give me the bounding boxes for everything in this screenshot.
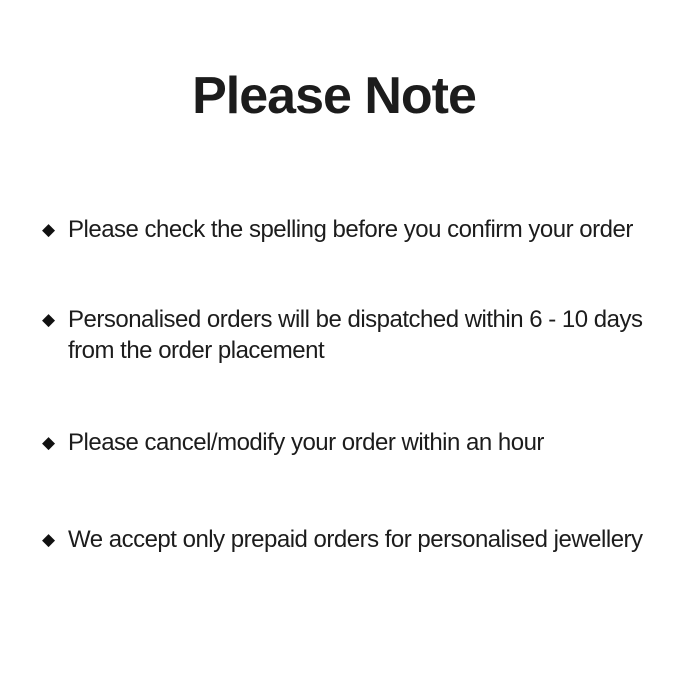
bullet-text — [68, 524, 643, 555]
diamond-bullet-icon: ◆ — [42, 433, 56, 452]
bullet-text — [68, 304, 643, 366]
bullet-line: Please check the spelling before you confirm your order — [68, 216, 633, 243]
bullet-line: from the order placement — [68, 337, 325, 364]
list-item — [42, 524, 643, 555]
bullet-line: Please cancel/modify your order within an hour — [68, 429, 544, 456]
diamond-bullet-icon: ◆ — [42, 220, 56, 239]
bullet-line: We accept only prepaid orders for personalised jewellery — [68, 526, 643, 553]
list-item — [42, 304, 643, 366]
bullet-text — [68, 427, 544, 458]
notice-title: Please Note — [192, 67, 476, 125]
bullet-text — [68, 214, 633, 245]
diamond-bullet-icon: ◆ — [42, 310, 56, 329]
bullet-line: Personalised orders will be dispatched within 6 - 10 days — [68, 306, 643, 333]
diamond-bullet-icon: ◆ — [42, 530, 56, 549]
list-item — [42, 427, 544, 458]
list-item — [42, 214, 633, 245]
